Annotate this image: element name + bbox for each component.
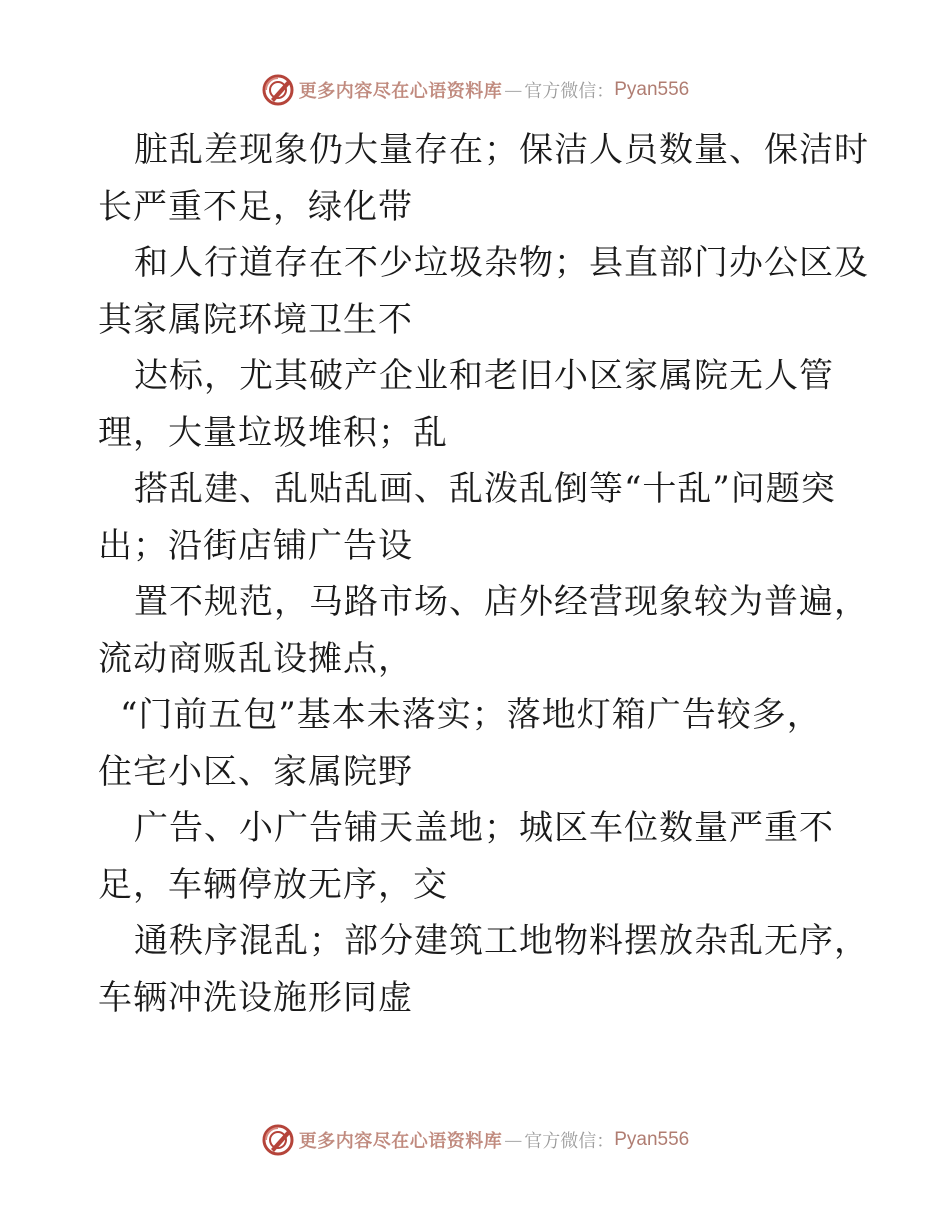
text-line: 其家属院环境卫生不 bbox=[98, 299, 413, 340]
text-line: 广告、小广告铺天盖地；城区车位数量严重不 bbox=[134, 808, 834, 848]
watermark-wechat-label: 官方微信： bbox=[524, 1131, 615, 1152]
text-line: 住宅小区、家属院野 bbox=[98, 751, 413, 792]
text-line: 出；沿街店铺广告设 bbox=[98, 525, 413, 566]
brand-logo-icon bbox=[261, 1123, 295, 1157]
text-line: 搭乱建、乱贴乱画、乱泼乱倒等“十乱”问题突 bbox=[134, 469, 836, 509]
text-line: 长严重不足，绿化带 bbox=[98, 186, 413, 227]
watermark-wechat-id: Pyan556 bbox=[614, 79, 690, 100]
document-body bbox=[98, 122, 869, 1026]
watermark-wechat-id: Pyan556 bbox=[614, 1129, 690, 1150]
text-line: 流动商贩乱设摊点， bbox=[98, 638, 413, 679]
text-line: 和人行道存在不少垃圾杂物；县直部门办公区及 bbox=[134, 243, 869, 283]
watermark-dash: — bbox=[504, 1129, 523, 1151]
watermark-dash: — bbox=[504, 79, 523, 101]
text-line: 理，大量垃圾堆积；乱 bbox=[98, 412, 448, 453]
brand-logo-icon bbox=[261, 73, 295, 107]
footer-watermark bbox=[0, 1120, 950, 1160]
text-line: 置不规范，马路市场、店外经营现象较为普遍， bbox=[134, 582, 869, 622]
text-line: 足，车辆停放无序，交 bbox=[98, 864, 448, 905]
text-line: 达标，尤其破产企业和老旧小区家属院无人管 bbox=[134, 356, 834, 396]
watermark-brand-text: 更多内容尽在心语资料库 bbox=[298, 81, 503, 102]
text-line: 通秩序混乱；部分建筑工地物料摆放杂乱无序， bbox=[134, 921, 869, 961]
text-line: 脏乱差现象仍大量存在；保洁人员数量、保洁时 bbox=[134, 130, 869, 170]
header-watermark bbox=[0, 70, 950, 110]
text-line: “门前五包”基本未落实；落地灯箱广告较多， bbox=[120, 695, 822, 735]
watermark-brand-text: 更多内容尽在心语资料库 bbox=[298, 1131, 503, 1152]
watermark-wechat-label: 官方微信： bbox=[524, 81, 615, 102]
text-line: 车辆冲洗设施形同虚 bbox=[98, 977, 413, 1018]
